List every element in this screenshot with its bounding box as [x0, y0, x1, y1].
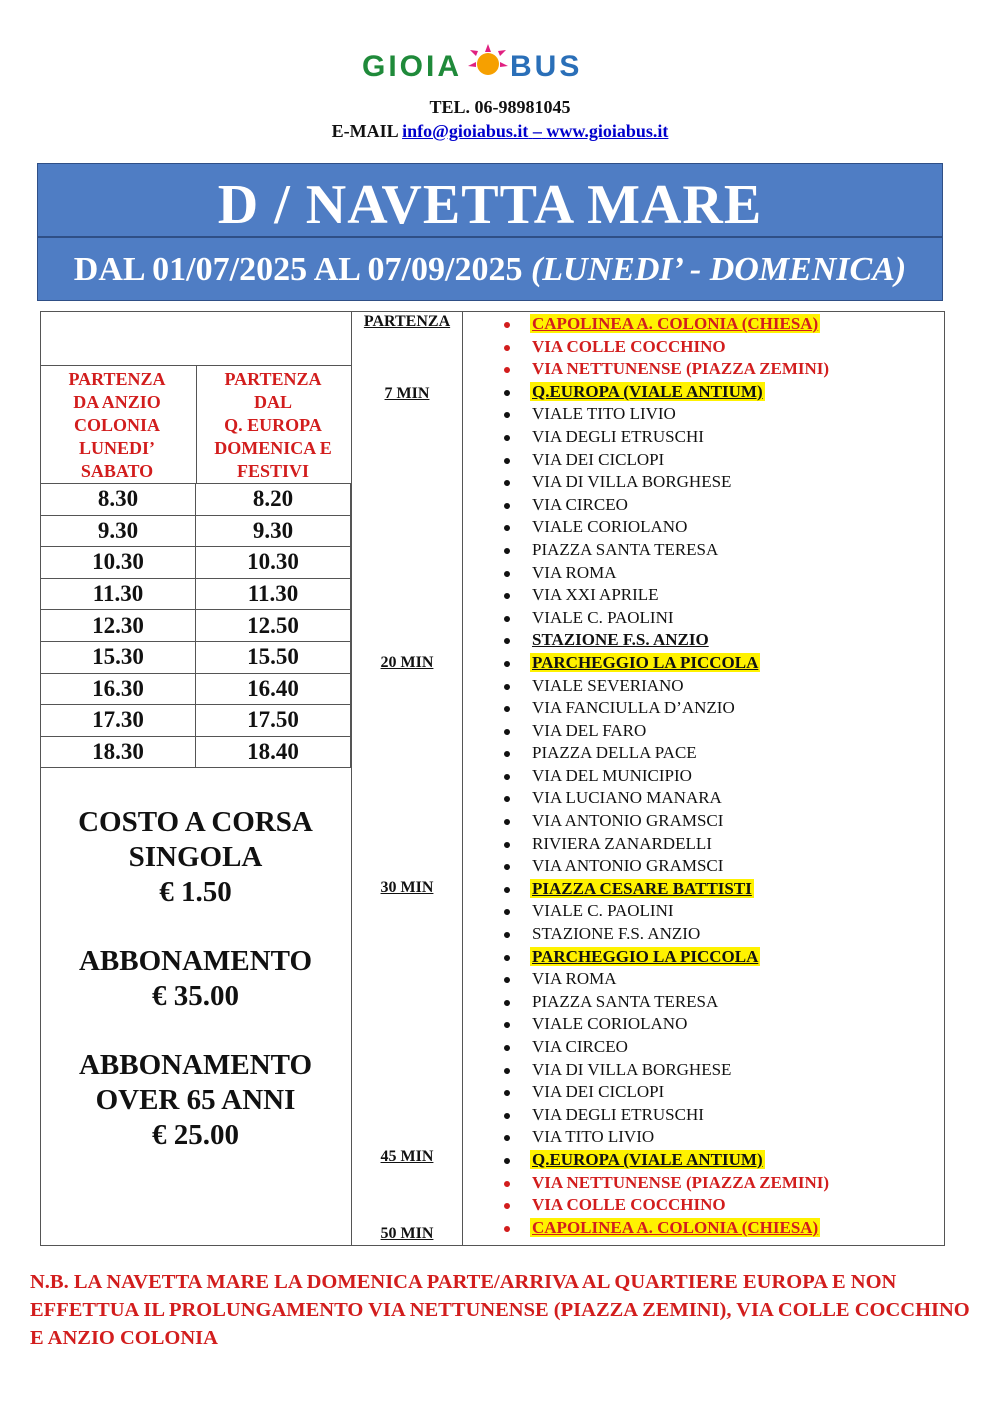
bullet-icon [504, 661, 510, 667]
list-item [500, 968, 829, 991]
list-item [500, 742, 829, 765]
time-cell: 10.30 [196, 547, 351, 579]
logo-graphic [360, 36, 610, 88]
stop-name: VIA DEGLI ETRUSCHI [532, 426, 704, 446]
stop-name: VIA LUCIANO MANARA [532, 788, 722, 808]
bullet-icon [504, 390, 510, 396]
table-row [41, 736, 351, 768]
gioiabus-logo [360, 36, 610, 88]
list-item [500, 652, 829, 675]
time-cell: 18.30 [41, 736, 196, 768]
bullet-icon [504, 1226, 510, 1232]
stops-list [500, 313, 829, 1239]
table-row [41, 705, 351, 737]
list-item [500, 1036, 829, 1059]
list-item [500, 629, 829, 652]
time-cell: 17.30 [41, 705, 196, 737]
bullet-icon [504, 1181, 510, 1187]
list-item [500, 878, 829, 901]
column-divider [351, 311, 352, 1246]
bullet-icon [504, 864, 510, 870]
stop-name: VIALE CORIOLANO [532, 517, 688, 537]
time-cell: 8.30 [41, 484, 196, 516]
list-item [500, 1059, 829, 1082]
bullet-icon [504, 796, 510, 802]
bullet-icon [504, 616, 510, 622]
time-marker: 45 MIN [380, 1148, 434, 1165]
table-row [41, 484, 351, 516]
list-item [500, 381, 829, 404]
bullet-icon [504, 1113, 510, 1119]
bullet-icon [504, 345, 510, 351]
bullet-icon [504, 548, 510, 554]
footnote: N.B. LA NAVETTA MARE LA DOMENICA PARTE/ARRIVA AL QUARTIERE EUROPA E NON EFFETTUA IL PROLUNGAMENTO VIA NETTUNENSE (PIAZZA ZEMINI), VIA COLLE COCCHINO E ANZIO COLONIA [30, 1271, 970, 1349]
bullet-icon [504, 1000, 510, 1006]
stop-name: VIA COLLE COCCHINO [532, 1195, 726, 1215]
bullet-icon [504, 458, 510, 464]
time-cell: 11.30 [41, 578, 196, 610]
stop-name: VIA NETTUNENSE (PIAZZA ZEMINI) [532, 1172, 830, 1192]
list-item [500, 607, 829, 630]
time-cell: 12.30 [41, 610, 196, 642]
list-item [500, 765, 829, 788]
stop-name: PIAZZA SANTA TERESA [532, 539, 719, 559]
stop-name: VIA DEI CICLOPI [532, 1082, 665, 1102]
list-item [500, 471, 829, 494]
stop-name: VIA COLLE COCCHINO [532, 336, 726, 356]
column-divider [462, 311, 463, 1246]
stop-name: PIAZZA SANTA TERESA [532, 991, 719, 1011]
bullet-icon [504, 412, 510, 418]
partenza-label: PARTENZA [363, 313, 451, 330]
period-dates: DAL 01/07/2025 AL 07/09/2025 [73, 251, 523, 288]
email-line [0, 121, 1000, 142]
list-item [500, 697, 829, 720]
bullet-icon [504, 480, 510, 486]
time-cell: 17.50 [196, 705, 351, 737]
time-marker: 20 MIN [380, 654, 434, 671]
stop-name: VIALE SEVERIANO [532, 675, 684, 695]
stop-name: VIA NETTUNENSE (PIAZZA ZEMINI) [532, 359, 830, 379]
list-item [500, 1194, 829, 1217]
bullet-icon [504, 729, 510, 735]
logo-text-gioia: GIOIA [362, 50, 463, 83]
bullet-icon [504, 684, 510, 690]
list-item [500, 1149, 829, 1172]
list-item [500, 833, 829, 856]
title-banner [37, 163, 943, 301]
stop-name: PARCHEGGIO LA PICCOLA [532, 652, 759, 672]
time-cell: 16.40 [196, 673, 351, 705]
table-row [41, 547, 351, 579]
stop-name: Q.EUROPA (VIALE ANTIUM) [532, 381, 763, 401]
list-item [500, 336, 829, 359]
bullet-icon [504, 842, 510, 848]
list-item [500, 720, 829, 743]
list-item [500, 923, 829, 946]
bullet-icon [504, 1203, 510, 1209]
over65-fare: ABBONAMENTO OVER 65 ANNI € 25.00 [78, 1049, 313, 1151]
bullet-icon [504, 1158, 510, 1164]
list-item [500, 1081, 829, 1104]
col-header-anzio: PARTENZA DA ANZIO COLONIA LUNEDI’ SABATO [68, 369, 166, 481]
bullet-icon [504, 751, 510, 757]
stop-name: VIA DEL MUNICIPIO [532, 765, 692, 785]
time-cell: 9.30 [196, 515, 351, 547]
bullet-icon [504, 525, 510, 531]
bullet-icon [504, 435, 510, 441]
time-cell: 11.30 [196, 578, 351, 610]
stop-name: VIALE TITO LIVIO [532, 404, 676, 424]
time-cell: 15.50 [196, 641, 351, 673]
time-cell: 9.30 [41, 515, 196, 547]
stop-name: PARCHEGGIO LA PICCOLA [532, 946, 759, 966]
list-item [500, 991, 829, 1014]
stop-name: VIA CIRCEO [532, 1037, 628, 1056]
stop-name: VIA DI VILLA BORGHESE [532, 472, 732, 492]
list-item [500, 1172, 829, 1195]
bullet-icon [504, 977, 510, 983]
banner-divider [38, 236, 942, 238]
bullet-icon [504, 1045, 510, 1051]
time-cell: 10.30 [41, 547, 196, 579]
bullet-icon [504, 1068, 510, 1074]
stop-name: VIA ROMA [532, 562, 617, 582]
stop-name: VIA TITO LIVIO [532, 1127, 655, 1147]
time-cell: 15.30 [41, 641, 196, 673]
bullet-icon [504, 955, 510, 961]
stop-name: VIALE C. PAOLINI [532, 607, 674, 627]
list-item [500, 426, 829, 449]
stop-name: VIA ANTONIO GRAMSCI [532, 811, 724, 831]
list-item [500, 562, 829, 585]
time-cell: 16.30 [41, 673, 196, 705]
time-marker: 7 MIN [384, 385, 430, 402]
stop-name: PIAZZA DELLA PACE [532, 743, 697, 763]
bullet-icon [504, 909, 510, 915]
list-item [500, 787, 829, 810]
period-line [38, 242, 942, 298]
logo-text-bus: BUS [510, 50, 583, 83]
time-cell: 8.20 [196, 484, 351, 516]
bullet-icon [504, 322, 510, 328]
bullet-icon [504, 1135, 510, 1141]
list-item [500, 675, 829, 698]
list-item [500, 810, 829, 833]
stop-name: CAPOLINEA A. COLONIA (CHIESA) [532, 314, 819, 333]
bullet-icon [504, 571, 510, 577]
bullet-icon [504, 819, 510, 825]
list-item [500, 1126, 829, 1149]
list-item [500, 1104, 829, 1127]
header-col-divider [196, 365, 197, 483]
stop-name: VIALE CORIOLANO [532, 1014, 688, 1034]
list-item [500, 403, 829, 426]
list-item [500, 449, 829, 472]
stop-name: CAPOLINEA A. COLONIA (CHIESA) [532, 1217, 819, 1237]
table-row [41, 673, 351, 705]
stop-name: VIA FANCIULLA D’ANZIO [532, 698, 735, 718]
departure-times-table [40, 483, 351, 768]
bullet-icon [504, 503, 510, 509]
stop-name: VIA ANTONIO GRAMSCI [532, 856, 724, 876]
bullet-icon [504, 638, 510, 644]
list-item [500, 313, 829, 336]
col-header-europa: PARTENZA DAL Q. EUROPA DOMENICA E FESTIVI [214, 369, 332, 481]
stop-name: STAZIONE F.S. ANZIO [532, 630, 709, 650]
list-item [500, 516, 829, 539]
bullet-icon [504, 932, 510, 938]
list-item [500, 494, 829, 517]
stop-name: VIA DEL FARO [532, 720, 647, 740]
bullet-icon [504, 1090, 510, 1096]
list-item [500, 946, 829, 969]
list-item [500, 584, 829, 607]
list-item [500, 900, 829, 923]
table-row [41, 641, 351, 673]
list-item [500, 539, 829, 562]
period-days: (LUNEDI’ - DOMENICA) [530, 251, 907, 288]
bullet-icon [504, 706, 510, 712]
time-marker: 50 MIN [380, 1225, 434, 1242]
stop-name: VIA DEI CICLOPI [532, 449, 665, 469]
list-item [500, 1217, 829, 1240]
bullet-icon [504, 593, 510, 599]
page-title: D / NAVETTA MARE [217, 174, 763, 236]
stop-name: VIA DI VILLA BORGHESE [532, 1059, 732, 1079]
stop-name: VIA CIRCEO [532, 494, 628, 514]
stop-name: VIA ROMA [532, 969, 617, 989]
sun-icon [468, 44, 508, 75]
bullet-icon [504, 367, 510, 373]
time-cell: 18.40 [196, 736, 351, 768]
list-item [500, 358, 829, 381]
stop-name: Q.EUROPA (VIALE ANTIUM) [532, 1149, 763, 1169]
stop-name: VIA DEGLI ETRUSCHI [532, 1104, 704, 1124]
email-label: E-MAIL [331, 121, 398, 141]
bullet-icon [504, 1022, 510, 1028]
bullet-icon [504, 774, 510, 780]
stop-name: VIA XXI APRILE [532, 585, 659, 605]
table-row [41, 610, 351, 642]
stop-name: VIALE C. PAOLINI [532, 901, 674, 921]
single-fare: COSTO A CORSA SINGOLA € 1.50 [78, 806, 313, 908]
stop-name: STAZIONE F.S. ANZIO [532, 924, 701, 944]
stop-name: PIAZZA CESARE BATTISTI [532, 878, 752, 898]
time-cell: 12.50 [196, 610, 351, 642]
list-item [500, 855, 829, 878]
telephone: TEL. 06-98981045 [429, 97, 571, 117]
bullet-icon [504, 887, 510, 893]
stop-name: RIVIERA ZANARDELLI [532, 833, 712, 853]
email-link[interactable]: info@gioiabus.it – www.gioiabus.it [402, 121, 669, 141]
time-marker: 30 MIN [380, 879, 434, 896]
table-row [41, 515, 351, 547]
table-row [41, 578, 351, 610]
subscription-fare: ABBONAMENTO € 35.00 [78, 945, 313, 1012]
list-item [500, 1013, 829, 1036]
